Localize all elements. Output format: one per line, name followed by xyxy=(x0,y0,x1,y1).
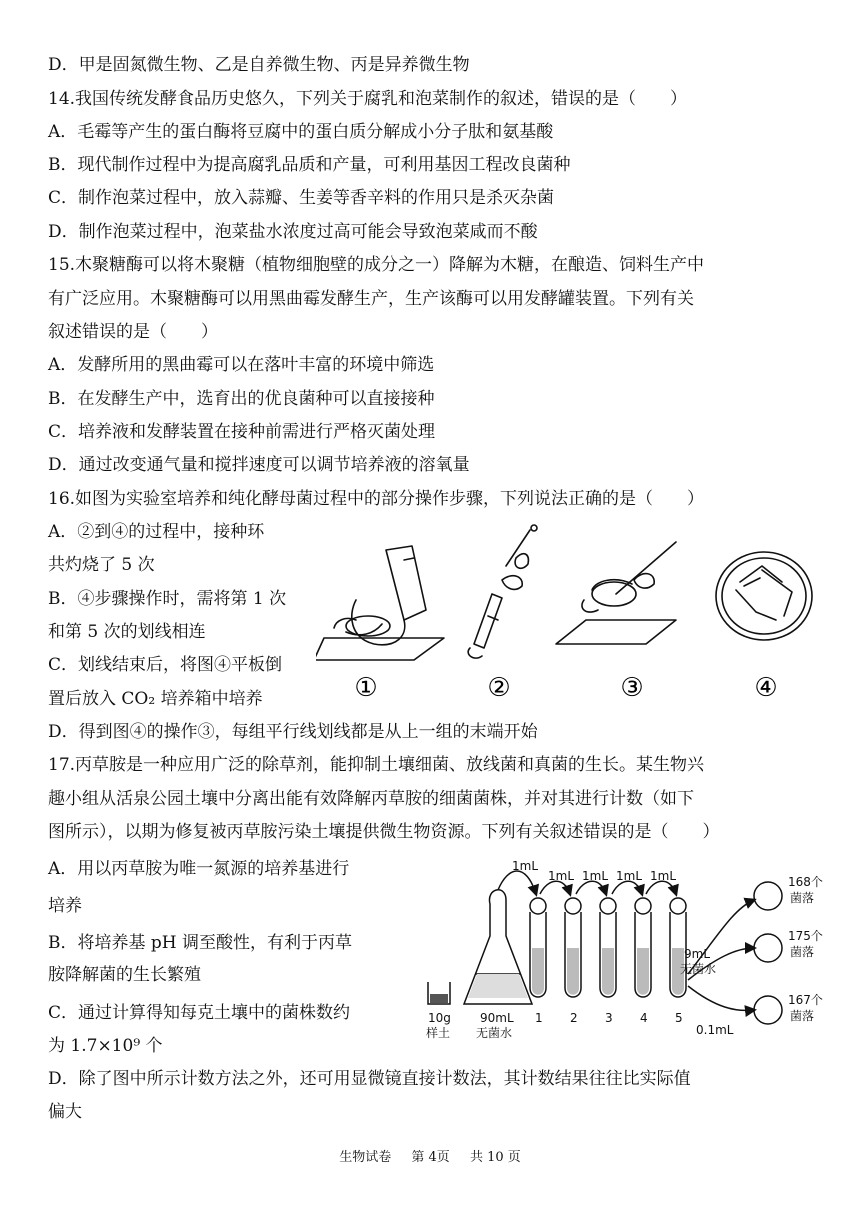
footer-total-pages: 共 10 页 xyxy=(469,1150,521,1165)
transfer-volume-label: 1mL xyxy=(616,869,643,883)
question-17-stem: 17.丙草胺是一种应用广泛的除草剂，能抑制土壤细菌、放线菌和真菌的生长。某生物兴 xyxy=(48,755,705,775)
option-line: D．通过改变通气量和搅拌速度可以调节培养液的溶氧量 xyxy=(48,455,470,475)
option-line: D．制作泡菜过程中，泡菜盐水浓度过高可能会导致泡菜咸而不酸 xyxy=(48,222,538,242)
dilution-water-label: 无菌水 xyxy=(680,962,717,976)
option-line: C．划线结束后，将图④平板倒 xyxy=(48,655,283,675)
option-line: 共灼烧了 5 次 xyxy=(48,555,155,575)
transfer-volume-label: 1mL xyxy=(582,869,609,883)
option-line: 偏大 xyxy=(48,1102,82,1122)
flask-volume-label: 90mL xyxy=(480,1011,514,1025)
footer-page-number: 第 4页 xyxy=(411,1150,450,1165)
dilution-water-volume: 9mL xyxy=(684,947,711,961)
step-label: ④ xyxy=(754,673,778,703)
option-line: B．在发酵生产中，选育出的优良菌种可以直接接种 xyxy=(48,389,435,409)
question-17-stem: 趣小组从活泉公园土壤中分离出能有效降解丙草胺的细菌菌株，并对其进行计数（如下 xyxy=(48,789,694,809)
colony-count: 168个 xyxy=(788,875,823,889)
question-17-stem: 图所示），以期为修复被丙草胺污染土壤提供微生物资源。下列有关叙述错误的是（ ） xyxy=(48,822,720,842)
option-line: D．除了图中所示计数方法之外，还可用显微镜直接计数法，其计数结果往往比实际值 xyxy=(48,1069,691,1089)
tube-number: 2 xyxy=(570,1011,578,1025)
question-15-stem: 叙述错误的是（ ） xyxy=(48,322,218,342)
option-line: B．将培养基 pH 调至酸性，有利于丙草 xyxy=(48,933,353,953)
option-line: 培养 xyxy=(48,896,82,916)
option-line: 胺降解菌的生长繁殖 xyxy=(48,965,201,985)
step-label: ① xyxy=(354,673,378,703)
tube-number: 5 xyxy=(675,1011,683,1025)
step4-petri-dish xyxy=(716,552,812,640)
flask xyxy=(464,890,532,1004)
page-footer xyxy=(0,1146,860,1165)
test-tubes xyxy=(530,912,686,997)
step-label: ③ xyxy=(620,673,644,703)
step1-pour-illustration xyxy=(316,546,444,660)
transfer-volume-label: 1mL xyxy=(650,869,677,883)
soil-label: 样土 xyxy=(426,1026,451,1040)
soil-beaker xyxy=(428,982,450,1004)
transfer-volume-label: 1mL xyxy=(512,859,539,873)
option-line: A．发酵所用的黑曲霉可以在落叶丰富的环境中筛选 xyxy=(48,355,435,375)
option-line: 置后放入 CO₂ 培养箱中培养 xyxy=(48,689,263,709)
step3-streak-illustration xyxy=(556,542,676,644)
step2-loop-illustration xyxy=(468,525,537,658)
question-16-stem: 16.如图为实验室培养和纯化酵母菌过程中的部分操作步骤，下列说法正确的是（ ） xyxy=(48,489,705,509)
option-line: C．制作泡菜过程中，放入蒜瓣、生姜等香辛料的作用只是杀灭杂菌 xyxy=(48,188,555,208)
petri-plates xyxy=(754,882,782,1024)
question-15-stem: 15.木聚糖酶可以将木聚糖（植物细胞壁的成分之一）降解为木糖，在酿造、饲料生产中 xyxy=(48,255,705,275)
option-line: B．④步骤操作时，需将第 1 次 xyxy=(48,589,287,609)
question-15-stem: 有广泛应用。木聚糖酶可以用黑曲霉发酵生产，生产该酶可以用发酵罐装置。下列有关 xyxy=(48,289,694,309)
colony-word: 菌落 xyxy=(790,945,815,959)
question-14-stem: 14.我国传统发酵食品历史悠久，下列关于腐乳和泡菜制作的叙述，错误的是（ ） xyxy=(48,89,688,109)
tube-number: 1 xyxy=(535,1011,543,1025)
flask-water-label: 无菌水 xyxy=(476,1026,513,1040)
plating-volume-label: 0.1mL xyxy=(696,1023,734,1037)
serial-dilution-figure xyxy=(416,848,826,1048)
option-line: C．通过计算得知每克土壤中的菌株数约 xyxy=(48,1003,351,1023)
colony-word: 菌落 xyxy=(790,891,815,905)
option-line: A．毛霉等产生的蛋白酶将豆腐中的蛋白质分解成小分子肽和氨基酸 xyxy=(48,122,554,142)
option-line: A．用以丙草胺为唯一氮源的培养基进行 xyxy=(48,859,350,879)
option-line: D．得到图④的操作③，每组平行线划线都是从上一组的末端开始 xyxy=(48,722,538,742)
step-label: ② xyxy=(487,673,511,703)
footer-subject: 生物试卷 xyxy=(339,1150,392,1165)
option-line: B．现代制作过程中为提高腐乳品质和产量，可利用基因工程改良菌种 xyxy=(48,155,571,175)
streak-plate-figure xyxy=(316,520,816,710)
soil-mass-label: 10g xyxy=(428,1011,451,1025)
tube-number: 3 xyxy=(605,1011,613,1025)
option-line: A．②到④的过程中，接种环 xyxy=(48,522,265,542)
text-line: D．甲是固氮微生物、乙是自养微生物、丙是异养微生物 xyxy=(48,55,470,75)
option-line: 和第 5 次的划线相连 xyxy=(48,622,206,642)
transfer-volume-label: 1mL xyxy=(548,869,575,883)
option-line: 为 1.7×10⁹ 个 xyxy=(48,1036,163,1056)
tube-number: 4 xyxy=(640,1011,648,1025)
option-line: C．培养液和发酵装置在接种前需进行严格灭菌处理 xyxy=(48,422,436,442)
colony-count: 167个 xyxy=(788,993,823,1007)
colony-word: 菌落 xyxy=(790,1009,815,1023)
colony-count: 175个 xyxy=(788,929,823,943)
